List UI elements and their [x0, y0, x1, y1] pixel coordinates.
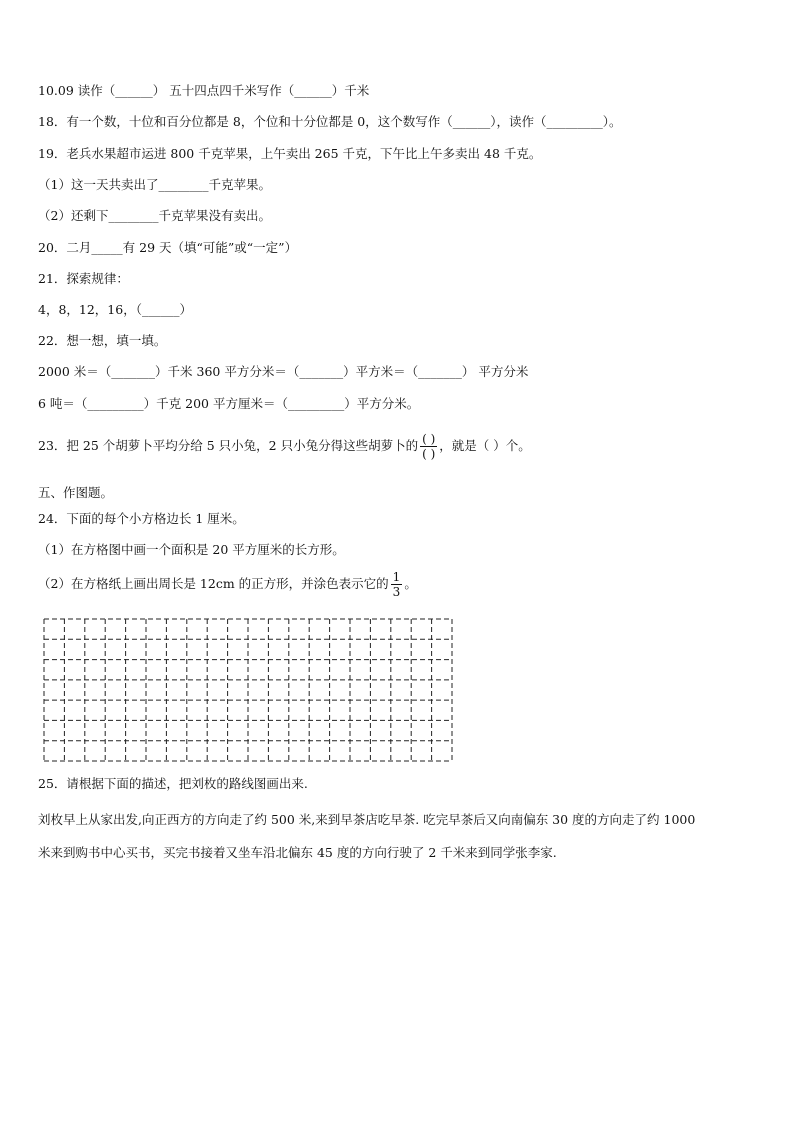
- question-23: [38, 430, 531, 462]
- question-24-part-2-text-b: 。: [404, 576, 417, 591]
- question-23-text-a: 23．把 25 个胡萝卜平均分给 5 只小兔，2 只小兔分得这些胡萝卜的: [38, 438, 419, 453]
- fraction-numerator-blank: ( ): [422, 432, 436, 446]
- question-19: 19．老兵水果超市运进 800 千克苹果，上午卖出 265 千克，下午比上午多卖出 48 千克。: [38, 146, 542, 161]
- fraction-denominator-blank: ( ): [422, 447, 436, 461]
- question-25: 25．请根据下面的描述，把刘枚的路线图画出来.: [38, 776, 308, 791]
- question-25-description-1: 刘枚早上从家出发,向正西方的方向走了约 500 米,来到早茶店吃早茶. 吃完早茶后又向南偏东 30 度的方向走了约 1000: [38, 812, 696, 827]
- question-17-line: 10.09 读作（______） 五十四点四千米写作（______）千米: [38, 83, 370, 98]
- question-23-fraction: [420, 432, 437, 461]
- question-19-part-1: （1）这一天共卖出了________千克苹果。: [38, 177, 271, 192]
- question-22-row-1: 2000 米＝（_______）千米 360 平方分米＝（_______）平方米＝（_______） 平方分米: [38, 364, 529, 379]
- question-18: 18．有一个数，十位和百分位都是 8，个位和十分位都是 0，这个数写作（______），读作（_________）。: [38, 114, 622, 129]
- question-24-part-1: （1）在方格图中画一个面积是 20 平方厘米的长方形。: [38, 542, 345, 557]
- square-grid[interactable]: [42, 617, 454, 763]
- one-third-numerator: 1: [392, 570, 401, 584]
- question-25-description-2: 米来到购书中心买书，买完书接着又坐车沿北偏东 45 度的方向行驶了 2 千米来到同学张李家.: [38, 845, 557, 860]
- question-23-text-b: ，就是（ ）个。: [439, 438, 531, 453]
- question-22-row-2: 6 吨＝（_________）千克 200 平方厘米＝（_________）平方分米。: [38, 396, 420, 411]
- question-24-part-2: [38, 566, 417, 602]
- section-heading-drawing: 五、作图题。: [38, 485, 114, 500]
- one-third-denominator: 3: [392, 585, 401, 599]
- question-19-part-2: （2）还剩下________千克苹果没有卖出。: [38, 208, 271, 223]
- question-24-part-2-text-a: （2）在方格纸上画出周长是 12cm 的正方形，并涂色表示它的: [38, 576, 389, 591]
- question-21: 21．探索规律：: [38, 271, 129, 286]
- question-24: 24．下面的每个小方格边长 1 厘米。: [38, 511, 245, 526]
- question-22: 22．想一想，填一填。: [38, 333, 167, 348]
- one-third-fraction: [391, 570, 403, 599]
- question-21-sequence: 4，8，12，16，（______）: [38, 302, 192, 317]
- question-20: 20．二月_____有 29 天（填“可能”或“一定”）: [38, 240, 298, 255]
